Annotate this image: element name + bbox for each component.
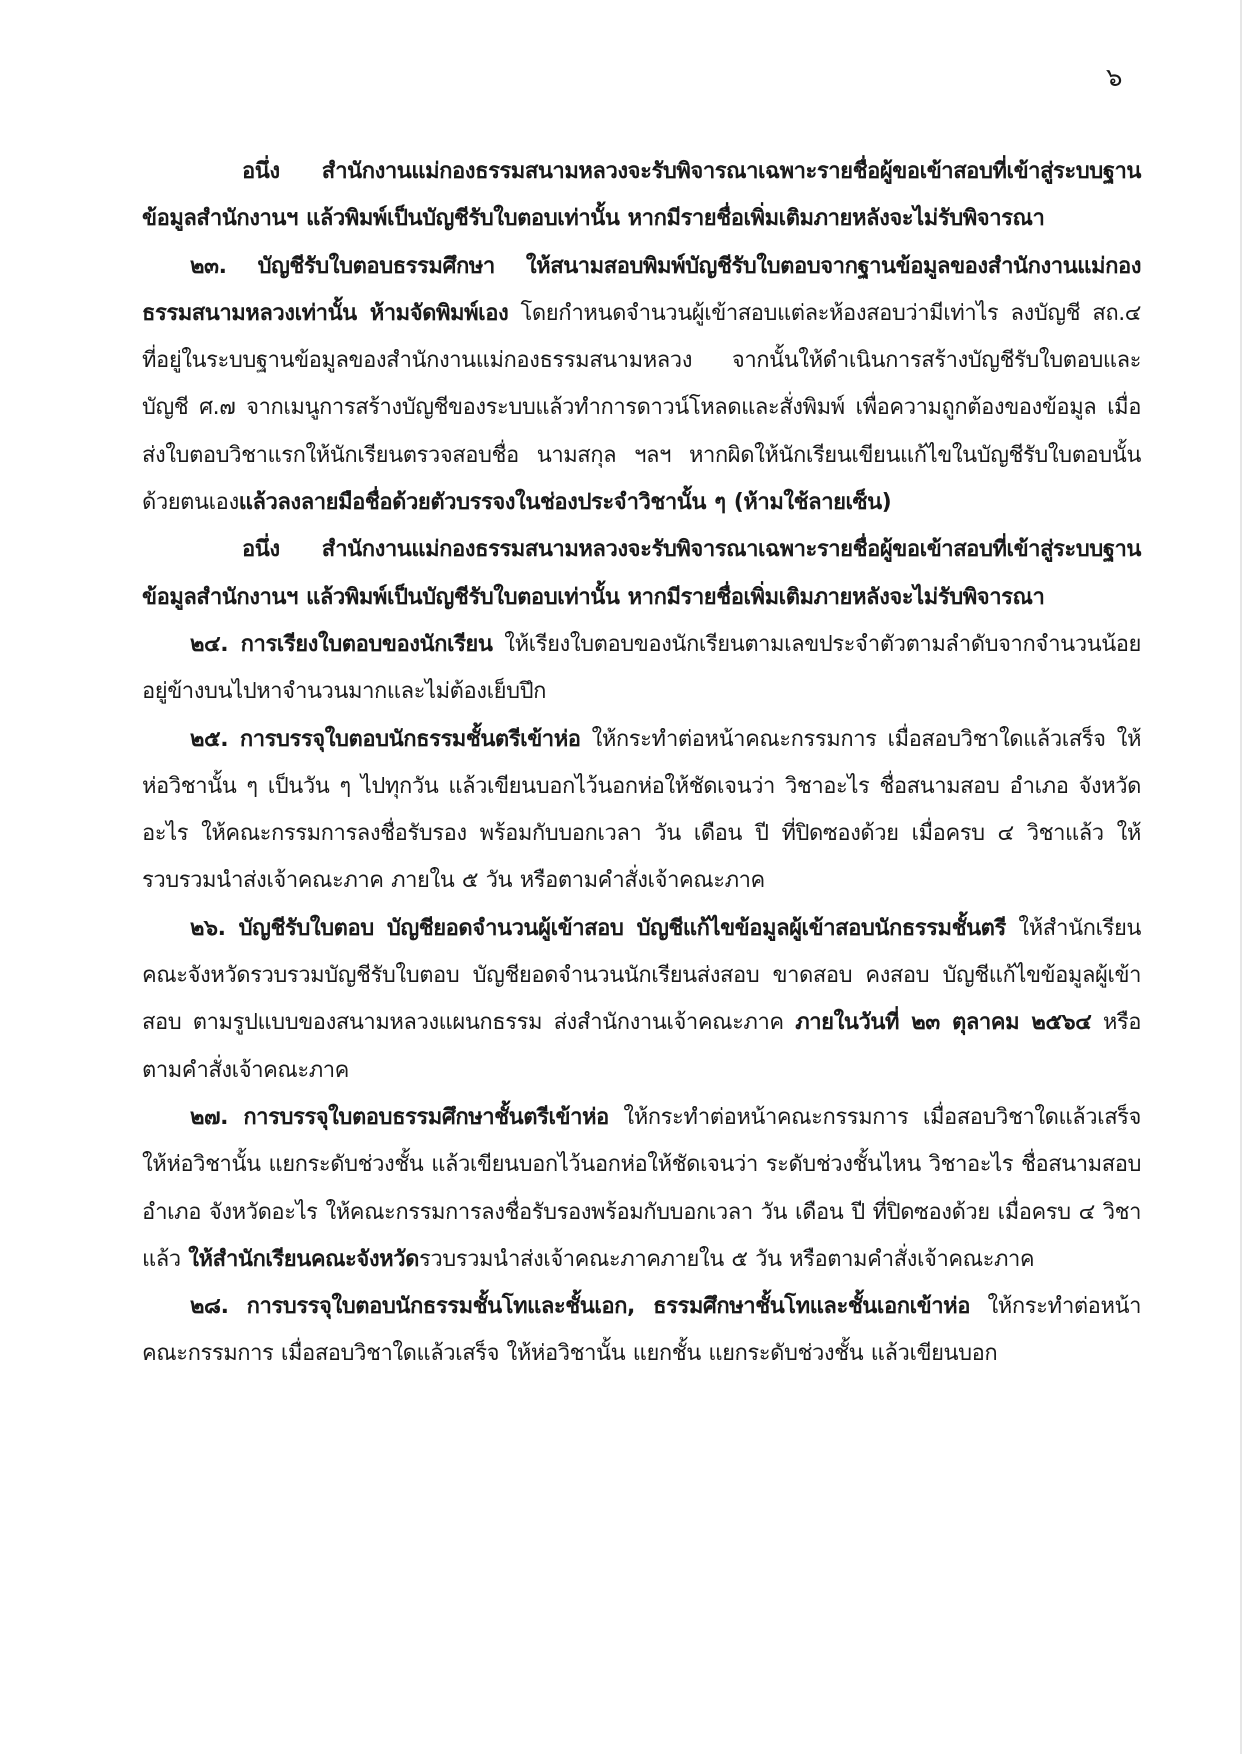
paragraph-item-28: [142, 1283, 1141, 1378]
item-26-deadline: ภายในวันที่ ๒๓ ตุลาคม ๒๕๖๔: [795, 1010, 1092, 1036]
paragraph-note-2: [142, 526, 1141, 621]
item-25-body: ให้กระทำต่อหน้าคณะกรรมการ เมื่อสอบวิชาใดแล้วเสร็จ ให้ห่อวิชานั้น ๆ เป็นวัน ๆ ไปทุกวัน แล้วเขียนบอกไว้นอกห่อให้ชัดเจนว่า วิชาอะไร ชื่อสนามสอบ อำเภอ จังหวัดอะไร ให้คณะกรรมการลงชื่อรับรอง พร้อมกับบอกเวลา วัน เดือน ปี ที่ปิดซองด้วย เมื่อครบ ๔ วิชาแล้ว ให้รวบรวมนำส่งเจ้าคณะภาค ภายใน ๕ วัน หรือตามคำสั่งเจ้าคณะภาค: [142, 726, 1141, 894]
paragraph-item-24: [142, 621, 1141, 716]
item-27-heading: ๒๗. การบรรจุใบตอบธรรมศึกษาชั้นตรีเข้าห่อ: [190, 1104, 609, 1130]
item-23-body: โดยกำหนดจำนวนผู้เข้าสอบแต่ละห้องสอบว่ามีเท่าไร ลงบัญชี สถ.๔ ที่อยู่ในระบบฐานข้อมูลของสำนักงานแม่กองธรรมสนามหลวง จากนั้นให้ดำเนินการสร้างบัญชีรับใบตอบและบัญชี ศ.๗ จากเมนูการสร้างบัญชีของระบบแล้วทำการดาวน์โหลดและสั่งพิมพ์ เพื่อความถูกต้องของข้อมูล เมื่อส่งใบตอบวิชาแรกให้นักเรียนตรวจสอบชื่อ นามสกุล ฯลฯ หากผิดให้นักเรียนเขียนแก้ไขในบัญชีรับใบตอบนั้นด้วยตนเอง: [142, 300, 1141, 516]
item-23-emphasis: แล้วลงลายมือชื่อด้วยตัวบรรจงในช่องประจำวิชานั้น ๆ (ห้ามใช้ลายเซ็น): [238, 490, 892, 516]
item-28-heading: ๒๘. การบรรจุใบตอบนักธรรมชั้นโทและชั้นเอก, ธรรมศึกษาชั้นโทและชั้นเอกเข้าห่อ: [190, 1294, 970, 1320]
paragraph-item-27: [142, 1094, 1141, 1283]
item-28-body: ให้กระทำต่อหน้าคณะกรรมการ เมื่อสอบวิชาใดแล้วเสร็จ ให้ห่อวิชานั้น แยกชั้น แยกระดับช่วงชั้น แล้วเขียนบอก: [142, 1294, 1141, 1367]
item-27-body: ให้กระทำต่อหน้าคณะกรรมการ เมื่อสอบวิชาใดแล้วเสร็จ ให้ห่อวิชานั้น แยกระดับช่วงชั้น แล้วเขียนบอกไว้นอกห่อให้ชัดเจนว่า ระดับช่วงชั้นไหน วิชาอะไร ชื่อสนามสอบ อำเภอ จังหวัดอะไร ให้คณะกรรมการลงชื่อรับรองพร้อมกับบอกเวลา วัน เดือน ปี ที่ปิดซองด้วย เมื่อครบ ๔ วิชาแล้ว: [142, 1104, 1141, 1272]
item-24-heading: ๒๔. การเรียงใบตอบของนักเรียน: [190, 631, 493, 657]
item-26-tail: หรือตามคำสั่งเจ้าคณะภาค: [142, 1010, 1142, 1083]
item-26-body: ให้สำนักเรียนคณะจังหวัดรวบรวมบัญชีรับใบตอบ บัญชียอดจำนวนนักเรียนส่งสอบ ขาดสอบ คงสอบ บัญชีแก้ไขข้อมูลผู้เข้าสอบ ตามรูปแบบของสนามหลวงแผนกธรรม ส่งสำนักงานเจ้าคณะภาค: [142, 915, 1141, 1036]
document-body: [142, 148, 1141, 1378]
item-27-tail: รวบรวมนำส่งเจ้าคณะภาคภายใน ๕ วัน หรือตามคำสั่งเจ้าคณะภาค: [418, 1246, 1035, 1272]
item-26-heading: ๒๖. บัญชีรับใบตอบ บัญชียอดจำนวนผู้เข้าสอบ บัญชีแก้ไขข้อมูลผู้เข้าสอบนักธรรมชั้นตรี: [190, 915, 1006, 941]
item-23-heading: ๒๓. บัญชีรับใบตอบธรรมศึกษา ให้สนามสอบพิมพ์บัญชีรับใบตอบจากฐานข้อมูลของสำนักงานแม่กองธรรมสนามหลวงเท่านั้น ห้ามจัดพิมพ์เอง: [142, 253, 1141, 326]
item-24-body: ให้เรียงใบตอบของนักเรียนตามเลขประจำตัวตามลำดับจากจำนวนน้อยอยู่ข้างบนไปหาจำนวนมากและไม่ต้องเย็บปึก: [142, 631, 1141, 705]
paragraph-item-23: [142, 243, 1141, 527]
page-number: ๖: [1106, 63, 1123, 93]
paragraph-note-1: [142, 148, 1141, 243]
paragraph-item-26: [142, 905, 1141, 1094]
paragraph-note-1-text: อนึ่ง สำนักงานแม่กองธรรมสนามหลวงจะรับพิจารณาเฉพาะรายชื่อผู้ขอเข้าสอบที่เข้าสู่ระบบฐานข้อมูลสำนักงานฯ แล้วพิมพ์เป็นบัญชีรับใบตอบเท่านั้น หากมีรายชื่อเพิ่มเติมภายหลังจะไม่รับพิจารณา: [142, 159, 1141, 232]
item-25-heading: ๒๕. การบรรจุใบตอบนักธรรมชั้นตรีเข้าห่อ: [190, 726, 581, 752]
paragraph-note-2-text: อนึ่ง สำนักงานแม่กองธรรมสนามหลวงจะรับพิจารณาเฉพาะรายชื่อผู้ขอเข้าสอบที่เข้าสู่ระบบฐานข้อมูลสำนักงานฯ แล้วพิมพ์เป็นบัญชีรับใบตอบเท่านั้น หากมีรายชื่อเพิ่มเติมภายหลังจะไม่รับพิจารณา: [142, 537, 1141, 610]
item-27-emphasis: ให้สำนักเรียนคณะจังหวัด: [188, 1246, 419, 1272]
paragraph-item-25: [142, 716, 1141, 905]
